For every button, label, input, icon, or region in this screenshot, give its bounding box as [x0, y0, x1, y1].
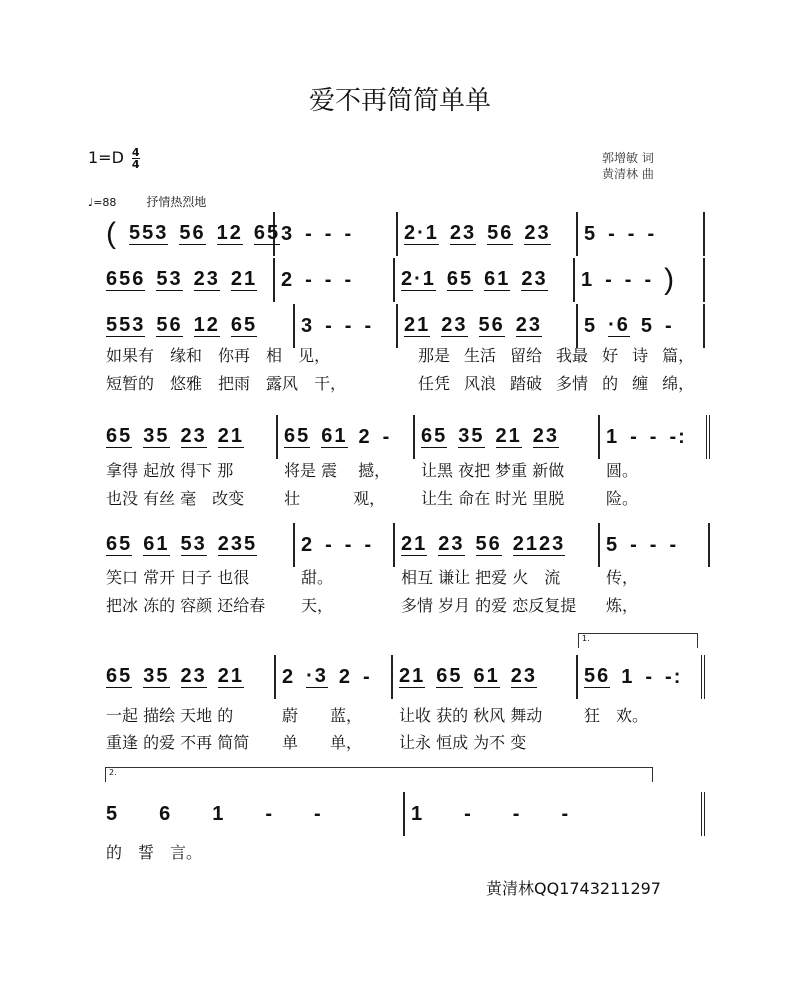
note-group: 23 — [180, 425, 207, 447]
note-group: 2 — [282, 665, 296, 688]
measure — [600, 523, 710, 567]
note-group: 1 — [212, 802, 226, 825]
lyric-word: 干， — [314, 374, 347, 393]
note-group: 2·1 — [404, 222, 439, 244]
sustain-dash: - — [325, 314, 334, 337]
lyrics-line — [100, 343, 710, 366]
note-group: 5 — [584, 314, 598, 337]
note-group: 61 — [321, 425, 348, 447]
sustain-dash: - — [265, 802, 275, 825]
note-group: 5 — [640, 314, 655, 337]
lyric-word: 留给 — [510, 346, 543, 365]
note-group: 5 — [606, 533, 620, 556]
note-group: 21 — [230, 268, 258, 290]
note-group: 53 — [156, 268, 183, 290]
measure — [100, 212, 281, 256]
lyric-word: 把雨 — [218, 374, 251, 393]
sustain-dash: - — [630, 533, 639, 556]
sustain-dash: - — [325, 533, 334, 556]
note-group: 2 — [338, 665, 353, 688]
measure — [275, 258, 395, 302]
staff-row — [100, 212, 710, 256]
lyric-measure: 单 单， — [282, 733, 363, 752]
note-group: 23 — [532, 425, 559, 447]
note-group: 53 — [180, 533, 207, 555]
note-group: 61 — [484, 268, 511, 290]
note-group: 2 — [301, 533, 315, 556]
measure — [405, 792, 705, 836]
sustain-dash: - — [645, 665, 655, 688]
note-group: 65 — [106, 425, 133, 447]
note-group: 56 — [584, 665, 611, 687]
note-group: 23 — [438, 533, 465, 555]
note-group: 21 — [217, 425, 244, 447]
lyric-word: 相 — [266, 346, 283, 365]
note-group: 23 — [441, 314, 468, 336]
note-group: 5 — [584, 222, 598, 245]
sustain-dash: - — [364, 314, 374, 337]
note-group: 23 — [193, 268, 220, 290]
sustain-dash: - — [649, 425, 659, 448]
note-group: 35 — [143, 665, 170, 687]
sustain-dash: - — [344, 222, 354, 245]
lyric-measure — [578, 730, 705, 753]
sustain-dash: - — [305, 268, 314, 291]
note-group: 61 — [143, 533, 170, 555]
note-group: 656 — [106, 268, 146, 290]
measure — [295, 304, 398, 348]
note-group: 21 — [399, 665, 426, 687]
measure — [415, 415, 600, 459]
lyrics-line — [100, 730, 710, 753]
note-group: 65 — [230, 314, 258, 336]
sustain-dash: - — [627, 222, 637, 245]
measure — [275, 212, 398, 256]
lyrics-line — [100, 458, 710, 481]
measure — [276, 655, 393, 699]
lyrics-line — [100, 593, 710, 616]
sustain-dash: - — [363, 665, 372, 688]
note-group: 3 — [281, 222, 295, 245]
lyric-measure: 把冰 冻的 容颜 还给春 — [106, 596, 266, 615]
lyrics-line — [100, 840, 710, 863]
note-group: 2123 — [512, 533, 566, 555]
staff-row — [100, 415, 710, 459]
lyric-measure: 让收 获的 秋风 舞动 — [399, 706, 543, 725]
lyric-measure: 天， — [301, 596, 334, 615]
note-group: 65 — [284, 425, 311, 447]
lyric-word: 缠 — [632, 374, 649, 393]
tempo-mark: ♩=88 — [88, 196, 117, 209]
note-group: 65 — [106, 533, 133, 555]
footer-contact: 黄清林QQ1743211297 — [486, 879, 661, 898]
note-group: 61 — [473, 665, 500, 687]
expression: 抒情热烈地 — [146, 195, 207, 209]
measure — [100, 415, 278, 459]
note-group: 6 — [159, 802, 173, 825]
lyric-word: 见， — [298, 346, 331, 365]
measure — [100, 523, 295, 567]
note-group: 2·1 — [401, 268, 436, 290]
sustain-dash: - — [314, 802, 323, 825]
note-group: 23 — [510, 665, 537, 687]
note-group: 65 — [436, 665, 463, 687]
measure — [100, 258, 275, 302]
note-group: 2 — [358, 425, 372, 448]
note-group: 12 — [216, 222, 243, 244]
note-group: 23 — [180, 665, 207, 687]
volta-1 — [578, 633, 698, 648]
measure — [100, 304, 295, 348]
measure — [100, 655, 276, 699]
measure — [100, 792, 405, 836]
note-group: 5 — [106, 802, 120, 825]
note-group: 35 — [458, 425, 485, 447]
note-group: 21 — [495, 425, 522, 447]
lyric-measure: 的 誓 言。 — [106, 843, 203, 862]
measure — [578, 212, 705, 256]
lyric-measure: 险。 — [606, 489, 639, 508]
lyric-word: 缘和 — [170, 346, 203, 365]
lyric-measure — [405, 840, 705, 863]
measure — [578, 655, 705, 699]
lyrics-line — [100, 371, 710, 394]
note-group: 235 — [217, 533, 258, 555]
note-group: -: — [665, 665, 683, 688]
lyric-measure: 蔚 蓝， — [282, 706, 363, 725]
lyric-word: 生活 — [464, 346, 497, 365]
lyricist: 郭增敏 词 — [602, 151, 654, 165]
credits — [602, 150, 654, 182]
time-signature — [132, 147, 140, 170]
note-group: 56 — [156, 314, 183, 336]
note-group: ·3 — [306, 665, 328, 687]
note-group: 2 — [281, 268, 295, 291]
sustain-dash: - — [512, 802, 522, 825]
staff-row — [100, 792, 710, 836]
sustain-dash: - — [464, 802, 473, 825]
lyric-measure: 将是 震 撼， — [284, 461, 391, 480]
sustain-dash: - — [344, 268, 354, 291]
lyric-word: 我最 — [556, 346, 589, 365]
lyric-word: 踏破 — [510, 374, 543, 393]
lyric-word: 你再 — [218, 346, 251, 365]
sustain-dash: - — [344, 314, 354, 337]
time-bottom: 4 — [131, 158, 140, 171]
lyric-measure: 重逢 的爱 不再 简简 — [106, 733, 250, 752]
note-group: 23 — [449, 222, 477, 244]
note-group: 1 — [621, 665, 635, 688]
measure — [295, 523, 395, 567]
note-group: 21 — [217, 665, 244, 687]
note-group: 65 — [421, 425, 448, 447]
note-group: 56 — [179, 222, 206, 244]
staff-row — [100, 258, 710, 302]
staff-row — [100, 304, 710, 348]
lyric-word: 那是 — [418, 346, 451, 365]
tempo — [88, 193, 206, 210]
composer: 黄清林 曲 — [602, 167, 654, 181]
measure — [395, 523, 600, 567]
note-group: 56 — [475, 533, 502, 555]
note-group: 12 — [193, 314, 220, 336]
lyric-measure: 让黑 夜把 梦重 新做 — [421, 461, 565, 480]
note-group: 65 — [106, 665, 133, 687]
sustain-dash: - — [344, 533, 354, 556]
note-group: -: — [669, 425, 687, 448]
note-group: 56 — [487, 222, 514, 244]
sustain-dash: - — [561, 802, 571, 825]
volta-2 — [105, 767, 653, 782]
lyric-word: 露风 — [266, 374, 299, 393]
lyric-measure: 笑口 常开 日子 也很 — [106, 568, 250, 587]
parenthesis: ) — [664, 263, 677, 296]
lyric-measure: 传， — [606, 568, 639, 587]
lyric-word: 如果有 — [106, 346, 155, 365]
note-group: 1 — [606, 425, 620, 448]
measure — [575, 258, 705, 302]
measure — [578, 304, 705, 348]
note-group: 35 — [143, 425, 170, 447]
lyric-measure: 炼， — [606, 596, 639, 615]
note-group: 3 — [301, 314, 315, 337]
lyric-word: 任凭 — [418, 374, 451, 393]
measure — [278, 415, 415, 459]
staff-row — [100, 655, 710, 699]
lyric-word: 短暂的 — [106, 374, 155, 393]
sustain-dash: - — [624, 268, 634, 291]
lyric-word: 风浪 — [464, 374, 497, 393]
key-signature — [88, 147, 140, 170]
lyric-measure: 壮 观， — [284, 489, 386, 508]
sustain-dash: - — [324, 268, 334, 291]
measure — [393, 655, 578, 699]
lyrics-line — [100, 486, 710, 509]
lyric-measure: 让永 恒成 为不 变 — [399, 733, 527, 752]
lyric-measure: 狂 欢。 — [584, 706, 649, 725]
note-group: 56 — [478, 314, 505, 336]
note-group: 1 — [411, 802, 425, 825]
lyric-word: 诗 — [632, 346, 649, 365]
sustain-dash: - — [605, 268, 614, 291]
sustain-dash: - — [364, 533, 374, 556]
sustain-dash: - — [669, 533, 679, 556]
lyric-word: 篇， — [662, 346, 695, 365]
time-top: 4 — [131, 146, 140, 159]
sustain-dash: - — [382, 425, 392, 448]
sustain-dash: - — [324, 222, 334, 245]
lyric-measure: 一起 描绘 天地 的 — [106, 706, 234, 725]
note-group: 553 — [106, 314, 146, 336]
note-group: ·6 — [608, 314, 630, 336]
parenthesis: ( — [106, 217, 118, 250]
measure — [398, 304, 578, 348]
sustain-dash: - — [644, 268, 654, 291]
volta-1-label: 1. — [582, 634, 590, 643]
lyric-word: 好 — [602, 346, 619, 365]
measure — [600, 415, 710, 459]
sustain-dash: - — [305, 222, 314, 245]
note-group: 1 — [581, 268, 595, 291]
note-group: 21 — [404, 314, 431, 336]
sustain-dash: - — [630, 425, 639, 448]
key: 1=D — [88, 148, 124, 167]
note-group: 23 — [521, 268, 548, 290]
note-group: 553 — [129, 222, 169, 244]
lyric-word: 悠雅 — [170, 374, 203, 393]
song-title: 爱不再简简单单 — [308, 86, 491, 116]
lyric-measure: 也没 有丝 毫 改变 — [106, 489, 245, 508]
volta-2-label: 2. — [109, 768, 117, 777]
note-group: 65 — [446, 268, 474, 290]
note-group: 21 — [401, 533, 428, 555]
lyric-measure: 让生 命在 时光 里脱 — [421, 489, 565, 508]
lyrics-line — [100, 703, 710, 726]
note-group: 23 — [515, 314, 542, 336]
lyric-word: 绵， — [662, 374, 695, 393]
lyrics-line — [100, 565, 710, 588]
sustain-dash: - — [647, 222, 657, 245]
lyric-word: 的 — [602, 374, 619, 393]
lyric-measure: 多情 岁月 的爱 恋反复提 — [401, 596, 577, 615]
sustain-dash: - — [649, 533, 659, 556]
lyric-measure: 甜。 — [301, 568, 334, 587]
lyric-measure: 圆。 — [606, 461, 639, 480]
lyric-measure: 拿得 起放 得下 那 — [106, 461, 234, 480]
staff-row — [100, 523, 710, 567]
sustain-dash: - — [608, 222, 617, 245]
note-group: 23 — [524, 222, 551, 244]
measure — [395, 258, 575, 302]
note-group: 65 — [253, 222, 281, 244]
lyric-word: 多情 — [556, 374, 589, 393]
sustain-dash: - — [665, 314, 674, 337]
measure — [398, 212, 578, 256]
lyric-measure: 相互 谦让 把爱 火 流 — [401, 568, 561, 587]
